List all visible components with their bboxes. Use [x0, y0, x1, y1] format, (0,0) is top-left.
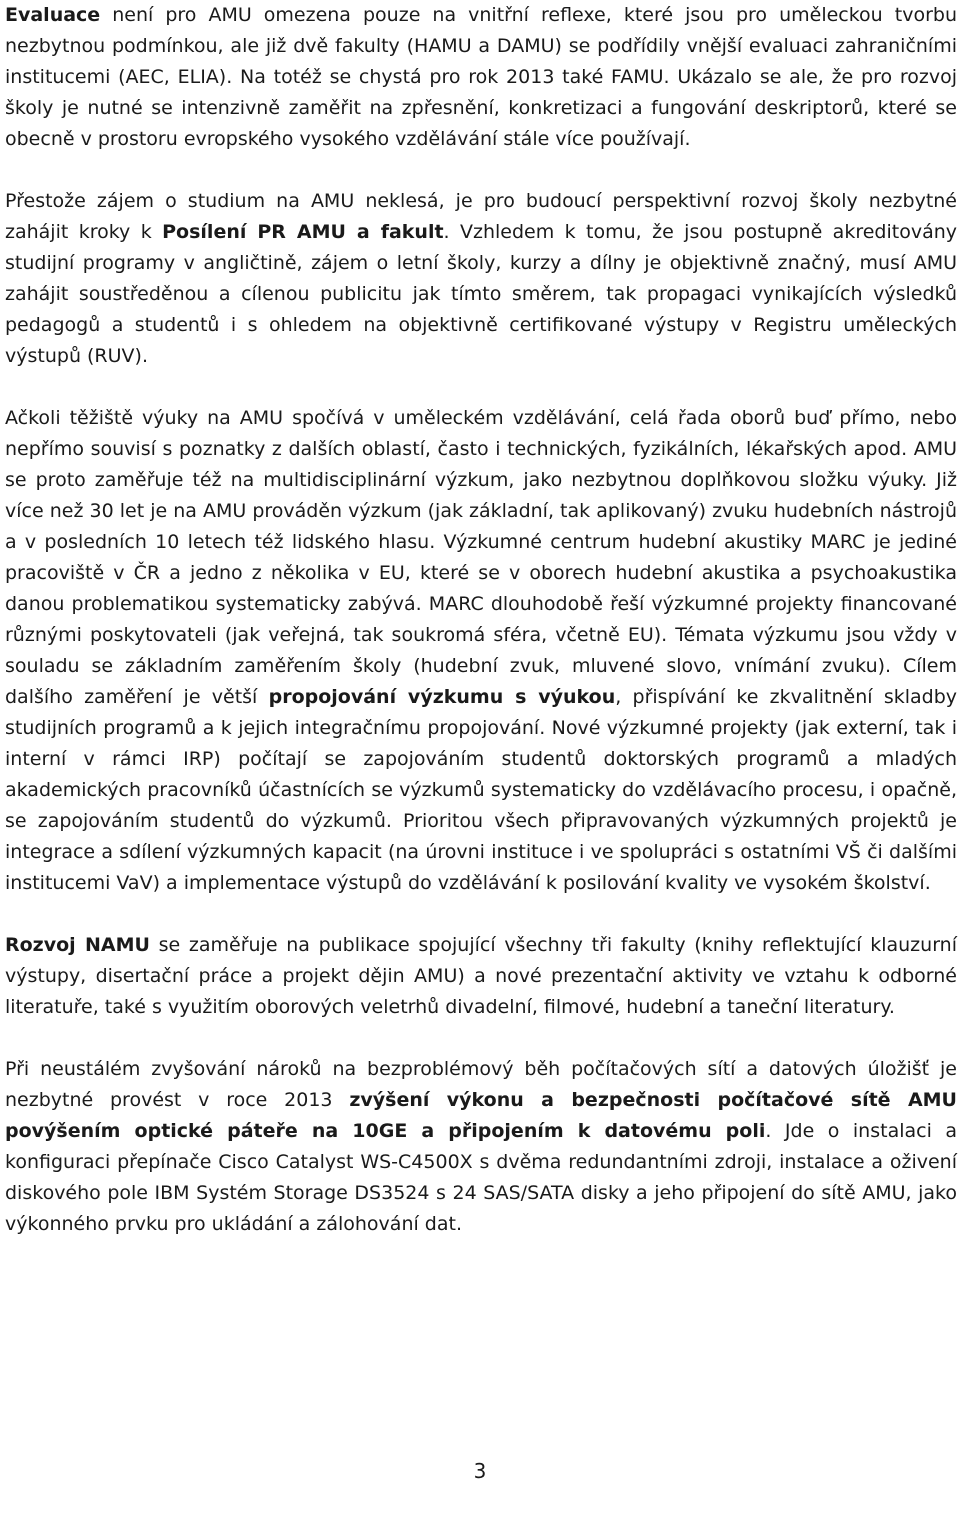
- run-text: . Vzhledem k tomu, že jsou postupně akreditovány studijní programy v angličtině, zájem o letní školy, kurzy a dílny je objektivně značný, musí AMU zahájit soustředěnou a cílenou publicitu jak tímto směrem, tak propagaci vynikajících výsledků pedagogů a studentů i s ohledem na objektivně certifikované výstupy v Registru uměleckých výstupů (RUV).: [5, 221, 957, 367]
- paragraph-sit-amu: [5, 1054, 957, 1240]
- paragraph-vyzkum: [5, 403, 957, 899]
- run-bold: Rozvoj NAMU: [5, 934, 150, 956]
- run-bold: propojování výzkumu s výukou: [268, 686, 616, 708]
- paragraph-pr-amu: [5, 186, 957, 372]
- run-text: není pro AMU omezena pouze na vnitřní reflexe, které jsou pro uměleckou tvorbu nezbytnou podmínkou, ale již dvě fakulty (HAMU a DAMU) se podřídily vnější evaluaci zahraničními institucemi (AEC, ELIA). Na totéž se chystá pro rok 2013 také FAMU. Ukázalo se ale, že pro rozvoj školy je nutné se intenzivně zaměřit na zpřesnění, konkretizaci a fungování deskriptorů, které se obecně v prostoru evropského vysokého vzdělávání stále více používají.: [5, 4, 957, 150]
- run-text: se zaměřuje na publikace spojující všechny tři fakulty (knihy reflektující klauzurní výstupy, disertační práce a projekt dějin AMU) a nové prezentační aktivity ve vztahu k odborné literatuře, také s využitím oborových veletrhů divadelní, filmové, hudební a taneční literatury.: [5, 934, 958, 1018]
- run-text: . Jde o instalaci a konfiguraci přepínače Cisco Catalyst WS-C4500X s dvěma redundantními zdroji, instalace a oživení diskového pole IBM Systém Storage DS3524 s 24 SAS/SATA disky a jeho připojení do sítě AMU, jako výkonného prvku pro ukládání a zálohování dat.: [5, 1120, 958, 1235]
- page-number: 3: [473, 1459, 487, 1483]
- run-text: Ačkoli těžiště výuky na AMU spočívá v uměleckém vzdělávání, celá řada oborů buď přímo, nebo nepřímo souvisí s poznatky z dalších oblastí, často i technických, fyzikálních, lékařských apod. AMU se proto zaměřuje též na multidisciplinární výzkum, jako nezbytnou doplňkovou složku výuky. Již více než 30 let je na AMU prováděn výzkum (jak základní, tak aplikovaný) zvuku hudebních nástrojů a v posledních 10 letech též lidského hlasu. Výzkumné centrum hudební akustiky MARC je jediné pracoviště v ČR a jedno z několika v EU, které se v oborech hudební akustika a psychoakustika danou problematikou systematicky zabývá. MARC dlouhodobě řeší výzkumné projekty financované různými poskytovateli (jak veřejná, tak soukromá sféra, včetně EU). Témata výzkumu jsou vždy v souladu se základním zaměřením školy (hudební zvuk, mluvené slovo, vnímání zvuku). Cílem dalšího zaměření je větší: [5, 407, 957, 708]
- run-bold: Posílení PR AMU a fakult: [162, 221, 444, 243]
- run-text: Při neustálém zvyšování nároků na bezproblémový běh počítačových sítí a datových úložišť je nezbytné provést v roce 2013: [5, 1058, 957, 1111]
- paragraph-rozvoj-namu: [5, 930, 957, 1023]
- run-bold: Evaluace: [5, 4, 101, 26]
- run-text: , přispívání ke zkvalitnění skladby studijních programů a k jejich integračnímu propojování. Nové výzkumné projekty (jak externí, tak i interní v rámci IRP) počítají se zapojováním studentů doktorských programů a mladých akademických pracovníků účastnících se výzkumů systematicky do vzdělávacího procesu, i opačně, se zapojováním studentů do výzkumů. Prioritou všech připravovaných výzkumných projektů je integrace a sdílení výzkumných kapacit (na úrovni instituce i ve spolupráci s ostatními VŠ či dalšími institucemi VaV) a implementace výstupů do vzdělávání k posilování kvality ve vysokém školství.: [5, 686, 958, 894]
- paragraph-evaluace: [5, 0, 957, 155]
- run-bold: zvýšení výkonu a bezpečnosti počítačové sítě AMU povýšením optické páteře na 10GE a připojením k datovému poli: [5, 1089, 957, 1142]
- run-text: Přestože zájem o studium na AMU neklesá, je pro budoucí perspektivní rozvoj školy nezbytné zahájit kroky k: [5, 190, 957, 243]
- document-page: [5, 0, 957, 1271]
